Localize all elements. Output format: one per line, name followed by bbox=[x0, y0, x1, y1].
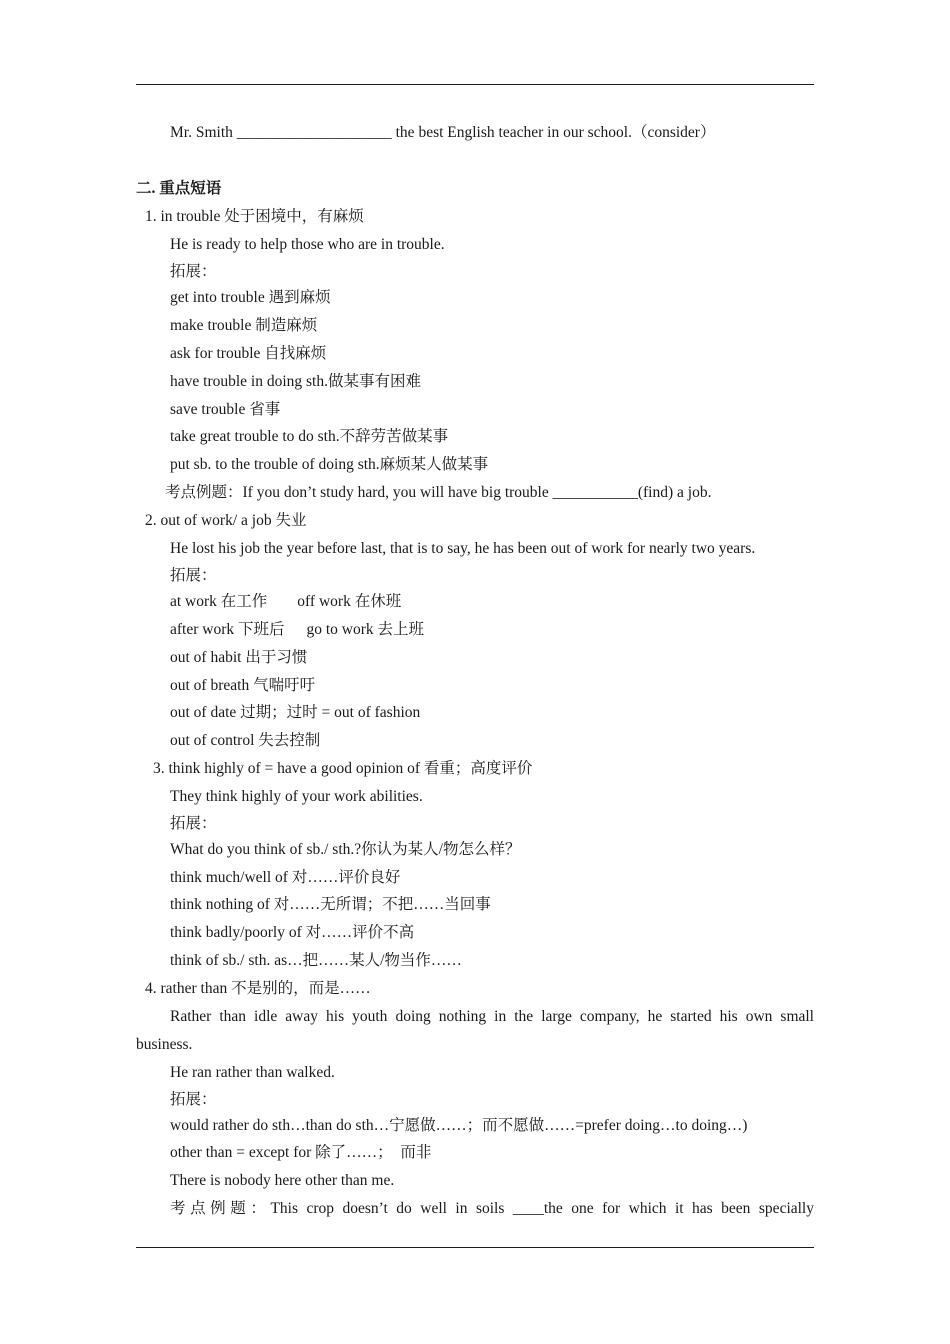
footer-rule bbox=[136, 1247, 814, 1248]
list-item: think much/well of 对……评价良好 bbox=[170, 869, 401, 886]
list-item: make trouble 制造麻烦 bbox=[170, 317, 318, 334]
phrase-1-example: He is ready to help those who are in trouble. bbox=[170, 236, 445, 253]
phrase-4-example-1-continued: business. bbox=[136, 1036, 193, 1053]
list-item: There is nobody here other than me. bbox=[170, 1172, 395, 1189]
phrase-4-exam-example: 考点例题：This crop doesn’t do well in soils ____the one for which it has been specially bbox=[170, 1200, 814, 1217]
phrase-1-exam-example: 考点例题：If you don’t study hard, you will have big trouble ___________(find) a job. bbox=[165, 484, 712, 501]
phrase-4-title: 4. rather than 不是别的，而是…… bbox=[145, 980, 371, 997]
phrase-3-expand-label: 拓展： bbox=[170, 815, 217, 832]
phrase-go-to-work: go to work 去上班 bbox=[306, 621, 425, 638]
list-item: would rather do sth…than do sth…宁愿做……；而不愿做……=prefer doing…to doing…) bbox=[170, 1117, 748, 1134]
list-item: save trouble 省事 bbox=[170, 401, 281, 418]
list-item: get into trouble 遇到麻烦 bbox=[170, 289, 331, 306]
phrase-3-title: 3. think highly of = have a good opinion of 看重；高度评价 bbox=[153, 760, 533, 777]
list-item: out of breath 气喘吁吁 bbox=[170, 677, 316, 694]
phrase-1-expand-label: 拓展： bbox=[170, 263, 217, 280]
list-item: out of date 过期；过时 = out of fashion bbox=[170, 704, 421, 721]
phrase-2-expand-label: 拓展： bbox=[170, 567, 217, 584]
list-item: take great trouble to do sth.不辞劳苦做某事 bbox=[170, 428, 449, 445]
list-item: have trouble in doing sth.做某事有困难 bbox=[170, 373, 421, 390]
phrase-4-example-1: Rather than idle away his youth doing nothing in the large company, he started his own small bbox=[170, 1008, 814, 1025]
phrase-1-title: 1. in trouble 处于困境中，有麻烦 bbox=[145, 208, 364, 225]
list-item: think badly/poorly of 对……评价不高 bbox=[170, 924, 415, 941]
header-rule bbox=[136, 84, 814, 85]
phrase-after-work: after work 下班后 bbox=[170, 621, 285, 638]
phrase-3-example: They think highly of your work abilities. bbox=[170, 788, 423, 805]
phrase-4-expand-label: 拓展： bbox=[170, 1091, 217, 1108]
phrase-at-work: at work 在工作 bbox=[170, 593, 268, 610]
phrase-off-work: off work 在休班 bbox=[297, 593, 402, 610]
list-item: other than = except for 除了……； 而非 bbox=[170, 1144, 432, 1161]
list-item: out of habit 出于习惯 bbox=[170, 649, 308, 666]
list-item: put sb. to the trouble of doing sth.麻烦某人做某事 bbox=[170, 456, 489, 473]
phrase-2-example: He lost his job the year before last, that is to say, he has been out of work for nearly two years. bbox=[170, 540, 756, 557]
list-item: What do you think of sb./ sth.?你认为某人/物怎么样？ bbox=[170, 841, 521, 858]
phrase-4-example-2: He ran rather than walked. bbox=[170, 1064, 335, 1081]
list-item bbox=[170, 592, 401, 612]
section-heading: 二. 重点短语 bbox=[136, 180, 222, 197]
list-item: think of sb./ sth. as…把……某人/物当作…… bbox=[170, 952, 462, 969]
list-item bbox=[170, 620, 424, 640]
list-item: think nothing of 对……无所谓；不把……当回事 bbox=[170, 896, 491, 913]
intro-sentence: Mr. Smith ____________________ the best English teacher in our school.（consider） bbox=[170, 124, 716, 141]
list-item: out of control 失去控制 bbox=[170, 732, 321, 749]
phrase-2-title: 2. out of work/ a job 失业 bbox=[145, 512, 307, 529]
list-item: ask for trouble 自找麻烦 bbox=[170, 345, 327, 362]
